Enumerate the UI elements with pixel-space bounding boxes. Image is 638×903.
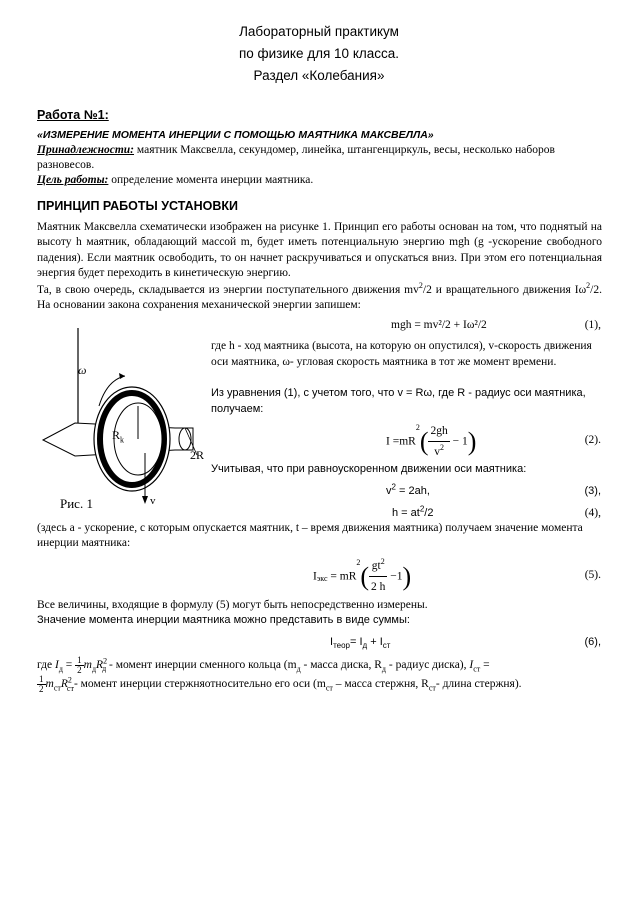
goal-label: Цель работы: xyxy=(37,174,109,186)
work-title: Работа №1: xyxy=(37,108,109,122)
eq6-sub2: д xyxy=(362,641,368,651)
eq2-paren-close: ) xyxy=(467,426,477,456)
figure-2r-label: 2R xyxy=(190,448,205,462)
eq5-tail: −1 xyxy=(390,570,403,583)
eq2-den-text: v xyxy=(434,446,440,458)
energy-text-a: Та, в свою очередь, складывается из энергии поступательного движения mv xyxy=(37,284,419,296)
eq6-sub1: теор xyxy=(333,641,350,651)
eq5-numerator: $gt^2$ xyxy=(369,556,387,577)
velocity-arrowhead xyxy=(142,496,148,504)
eq5-fraction xyxy=(369,556,387,597)
equipment-paragraph xyxy=(37,143,602,173)
equipment-text: маятник Максвелла, секундомер, линейка, штангенциркуль, весы, несколько наборов разновесов. xyxy=(37,144,555,171)
from-eq1-paragraph: Из уравнения (1), с учетом того, что v = Rω, где R - радиус оси маятника, получаем: xyxy=(211,387,586,415)
where-ist-b: – масса стержня, R xyxy=(332,678,429,691)
eq5-paren-close: ) xyxy=(402,561,412,591)
equation-4-number: (4), xyxy=(584,507,601,519)
where-id-paragraph: где $I_д$ = $\frac{1}{2}$ $m_дR^2_д$ - момент инерции сменного кольца ($m_д$ - масса диска, $R_д$ - радиус диска), $I_{ст}$ = $\frac{1}{2}$ $m_{ст}R^2_{ст}-$ момент инерции стержняотносительно его оси ($m_{ст}$ – масса стержня, $R_{ст}-$ длина стержня). xyxy=(37,655,522,695)
work-subtitle: «ИЗМЕРЕНИЕ МОМЕНТА ИНЕРЦИИ С ПОМОЩЬЮ МАЯТНИКА МАКСВЕЛЛА» xyxy=(37,129,434,141)
where-id-b: - момент инерции сменного кольца (m xyxy=(106,659,297,672)
eq2-tail: − 1 xyxy=(452,435,468,448)
where-ist-a: - момент инерции стержняотносительно его оси (m xyxy=(73,678,326,691)
principle-paragraph: Маятник Максвелла схематически изображен на рисунке 1. Принцип его работы основан на том, что поднятый на высоту h маятник, обладающий массой m, будет иметь потенциальную энергию mgh (g -ускорение свободного падения). Если маятник освободить, то он начнет раскручиваться и опускаться вниз. При этом его потенциальная энергия будет переходить в кинетическую энергию. xyxy=(37,221,602,280)
figure-caption: Рис. 1 xyxy=(60,496,93,511)
figure-rk-sub: k xyxy=(120,435,125,445)
eq2-lhs: I =mR xyxy=(386,435,416,448)
where-h-paragraph: где h - ход маятника (высота, на которую он опустился), v-скорость движения оси маятника, ω- угловая скорость маятника в тот же момент времени. xyxy=(211,340,592,368)
eq2-paren-open: ( xyxy=(419,426,429,456)
header-line-2: по физике для 10 класса. xyxy=(238,46,400,61)
header-line-1: Лабораторный практикум xyxy=(239,24,399,39)
omega-arrowhead xyxy=(119,373,125,379)
equation-2: $I =mR^2$( $\frac{2gh}{v^2}$ − 1) xyxy=(386,421,476,462)
eq2-fraction xyxy=(428,421,449,462)
equation-6 xyxy=(330,635,390,650)
header-line-3: Раздел «Колебания» xyxy=(253,68,385,83)
goal-paragraph xyxy=(37,173,602,188)
equation-3-number: (3), xyxy=(584,485,601,497)
goal-text: определение момента инерции маятника. xyxy=(108,174,314,186)
equation-5-number: (5). xyxy=(584,569,601,581)
eq2-denominator: $v^2$ xyxy=(434,443,444,458)
equation-2-number: (2). xyxy=(584,434,601,446)
equation-4: $h = at^2/2$ xyxy=(392,504,434,519)
eq6-sub3: ст xyxy=(382,641,391,651)
equation-6-number: (6), xyxy=(584,636,601,648)
figure-v-label: v xyxy=(150,495,156,507)
acceleration-paragraph: (здесь a - ускорение, с которым опускается маятник, t – время движения маятника) получаем значение момента инерции маятника: xyxy=(37,522,583,550)
energy-text-b: /2 и вращательного движения Iω xyxy=(422,284,587,296)
equation-5: $I_{экс} = mR^2$( $\frac{gt^2}{2 h}$ −1) xyxy=(313,556,411,597)
eq5-paren-open: ( xyxy=(360,561,370,591)
equation-3: $v^2 = 2ah$, xyxy=(386,482,430,497)
eq6-a: I xyxy=(330,636,334,648)
equation-1: mgh = mv²/2 + Iω²/2 xyxy=(391,319,487,331)
eq4-lhs: h = at xyxy=(392,507,420,519)
considering-paragraph: Учитывая, что при равноускоренном движении оси маятника: xyxy=(211,463,527,475)
energy-text-c: /2. На основании закона сохранения механической энергии запишем: xyxy=(37,284,602,312)
eq5-lhs: I xyxy=(313,570,317,583)
eq6-c: + I xyxy=(367,636,383,648)
section-heading: ПРИНЦИП РАБОТЫ УСТАНОВКИ xyxy=(37,199,238,213)
sum-intro-paragraph: Значение момента инерции маятника можно представить в виде суммы: xyxy=(37,614,410,626)
where-id-d: - радиус диска), xyxy=(386,659,470,672)
eq5-num-text: gt xyxy=(371,560,381,572)
measurable-paragraph: Все величины, входящие в формулу (5) могут быть непосредственно измерены. xyxy=(37,599,428,611)
eq2-numerator: 2gh xyxy=(428,421,449,442)
equipment-label: Принадлежности: xyxy=(37,144,135,156)
eq5-sub: экс xyxy=(316,574,328,584)
axle-tip xyxy=(179,428,191,450)
where-ist-c: - длина стержня). xyxy=(435,678,522,691)
where-id-a: где xyxy=(37,659,55,672)
figure-rk-text: R xyxy=(112,428,121,442)
equation-1-number: (1), xyxy=(584,319,601,331)
energy-paragraph: Та, в свою очередь, складывается из энергии поступательного движения $mv^2/2$ и вращательного движения $I\omega^2/2$. На основании закона сохранения механической энергии запишем: xyxy=(37,281,602,312)
eq4-rhs: /2 xyxy=(424,507,434,519)
where-id-c: - масса диска, R xyxy=(300,659,382,672)
eq3-rhs: = 2ah, xyxy=(395,485,430,497)
eq6-b: = I xyxy=(349,636,363,648)
eq3-v: v xyxy=(386,485,392,497)
eq5-denominator: 2 h xyxy=(371,581,386,593)
eq5-mid: = mR xyxy=(327,570,357,583)
maxwell-pendulum-figure xyxy=(35,328,215,516)
figure-rk-label xyxy=(112,428,124,443)
figure-omega-label: ω xyxy=(78,363,87,377)
